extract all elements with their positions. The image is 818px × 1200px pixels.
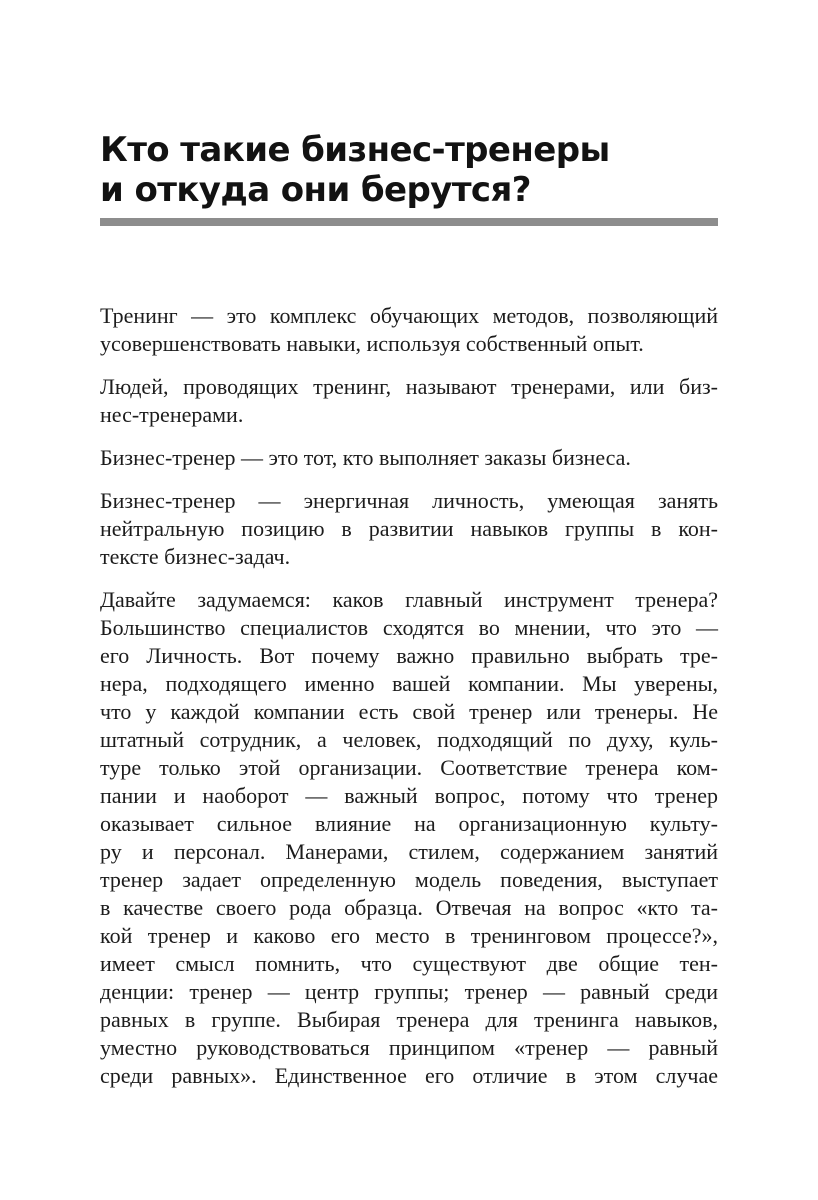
text-line: тексте бизнес-задач. — [100, 544, 291, 569]
chapter-title-line-2: и откуда они берутся? — [100, 170, 531, 210]
chapter-title-line-1: Кто такие бизнес-тренеры — [100, 130, 610, 170]
text-line: Бизнес-тренер — это тот, кто выполняет заказы бизнеса. — [100, 445, 631, 470]
chapter-title — [100, 130, 718, 210]
text-line: туре только этой организации. Соответствие тренера ком- — [100, 755, 718, 780]
text-line: Тренинг — это комплекс обучающих методов, позволяющий — [100, 303, 718, 328]
text-line: уместно руководствоваться принципом «тренер — равный — [100, 1035, 718, 1060]
text-line: Большинство специалистов сходятся во мнении, что это — — [100, 615, 718, 640]
paragraph — [100, 302, 718, 358]
page-body — [100, 302, 718, 1090]
text-line: равных в группе. Выбирая тренера для тренинга навыков, — [100, 1007, 718, 1032]
text-line: Бизнес-тренер — энергичная личность, умеющая занять — [100, 488, 718, 513]
chapter-header — [100, 130, 718, 226]
paragraph — [100, 586, 718, 1090]
text-line: оказывает сильное влияние на организационную культу- — [100, 811, 718, 836]
text-line: его Личность. Вот почему важно правильно выбрать тре- — [100, 643, 718, 668]
text-line: Людей, проводящих тренинг, называют тренерами, или биз- — [100, 374, 718, 399]
text-line: Давайте задумаемся: каков главный инструмент тренера? — [100, 587, 718, 612]
text-line: в качестве своего рода образца. Отвечая на вопрос «кто та- — [100, 895, 718, 920]
text-line: штатный сотрудник, а человек, подходящий по духу, куль- — [100, 727, 718, 752]
text-line: ру и персонал. Манерами, стилем, содержанием занятий — [100, 839, 718, 864]
text-line: что у каждой компании есть свой тренер или тренеры. Не — [100, 699, 718, 724]
paragraph — [100, 444, 718, 472]
text-line: нес-тренерами. — [100, 402, 244, 427]
paragraph — [100, 487, 718, 571]
paragraph — [100, 373, 718, 429]
text-line: пании и наоборот — важный вопрос, потому что тренер — [100, 783, 718, 808]
text-line: среди равных». Единственное его отличие в этом случае — [100, 1063, 718, 1088]
text-line: нейтральную позицию в развитии навыков группы в кон- — [100, 516, 718, 541]
text-line: денции: тренер — центр группы; тренер — равный среди — [100, 979, 718, 1004]
text-line: усовершенствовать навыки, используя собственный опыт. — [100, 331, 644, 356]
text-line: нера, подходящего именно вашей компании. Мы уверены, — [100, 671, 718, 696]
text-line: тренер задает определенную модель поведения, выступает — [100, 867, 718, 892]
heading-rule — [100, 218, 718, 226]
text-line: имеет смысл помнить, что существуют две общие тен- — [100, 951, 718, 976]
text-line: кой тренер и каково его место в тренинговом процессе?», — [100, 923, 718, 948]
